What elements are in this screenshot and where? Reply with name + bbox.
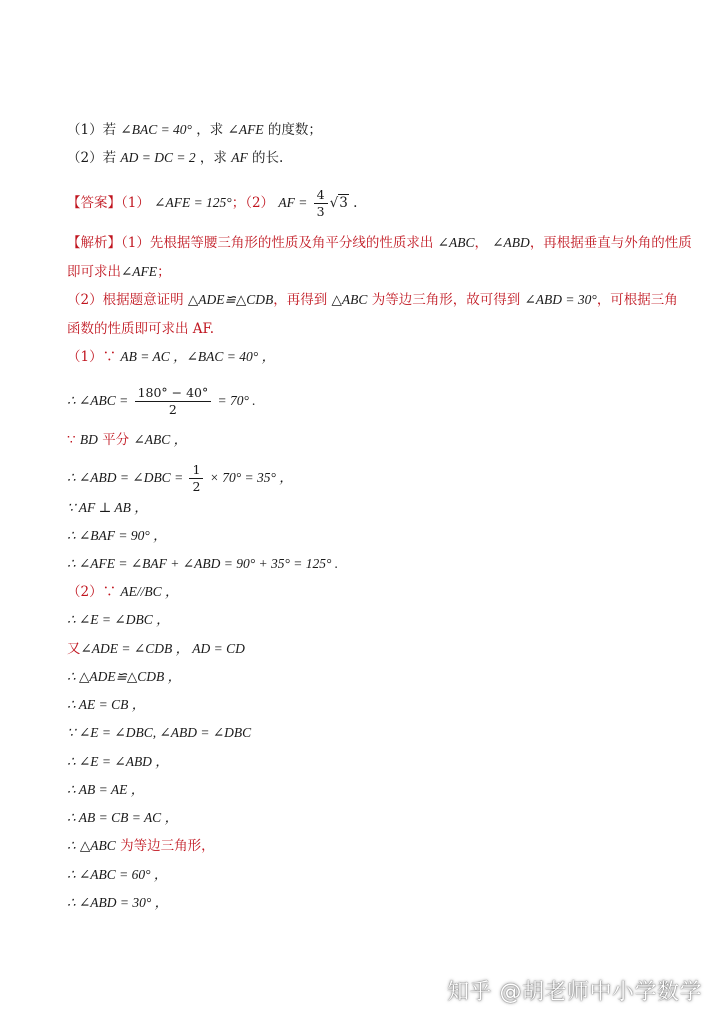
analysis-line-2 bbox=[67, 263, 171, 281]
step-4-numerator: 1 bbox=[189, 463, 203, 479]
step-1-label: （1）∵ bbox=[67, 349, 117, 365]
solution-step-9: ∴ ∠E = ∠DBC ， bbox=[67, 612, 170, 627]
solution-step-19: ∴ ∠ABD = 30° ， bbox=[67, 895, 169, 910]
q1-target: ∠AFE bbox=[227, 122, 264, 137]
analysis-text-3g: ，可根据三角 bbox=[596, 292, 678, 308]
answer-part1-label: （1） bbox=[121, 195, 150, 211]
answer-line bbox=[67, 188, 357, 219]
solution-step-7: ∴ ∠AFE = ∠BAF + ∠ABD = 90° + 35° = 125° . bbox=[67, 556, 339, 571]
step-8-label: （2）∵ bbox=[67, 584, 117, 600]
step-17-therefore: ∴ bbox=[67, 838, 76, 853]
analysis-math-1b: ∠ABC bbox=[437, 235, 475, 250]
solution-step-16: ∴ AB = CB = AC ， bbox=[67, 810, 179, 825]
q1-label: （1）若 bbox=[67, 122, 117, 138]
analysis-math-1d: ∠ABD bbox=[492, 235, 530, 250]
analysis-text-2a: 即可求出 bbox=[67, 264, 121, 280]
q1-tail: ，求 bbox=[196, 122, 224, 138]
q2-end: 的长. bbox=[252, 150, 284, 166]
q1-end: 的度数； bbox=[267, 122, 322, 138]
analysis-math-3f: ∠ABD = 30° bbox=[524, 292, 597, 307]
question-line-2 bbox=[67, 149, 283, 167]
solution-step-10 bbox=[67, 640, 245, 658]
step-4-rhs: × 70° = 35° ， bbox=[209, 470, 293, 485]
step-2-denominator: 2 bbox=[168, 402, 177, 417]
solution-step-3 bbox=[67, 431, 187, 449]
answer-fraction bbox=[314, 188, 328, 219]
step-4-denominator: 2 bbox=[192, 479, 201, 494]
step-2-numerator: 180° − 40° bbox=[135, 386, 212, 402]
analysis-line-3 bbox=[67, 291, 678, 309]
analysis-text-2c: ； bbox=[157, 264, 171, 280]
analysis-text-1c: ， bbox=[474, 235, 488, 251]
question-line-1 bbox=[67, 121, 322, 139]
step-3-text: 平分 bbox=[102, 432, 130, 448]
q2-tail: ，求 bbox=[199, 150, 227, 166]
solution-step-12: ∴ AE = CB ， bbox=[67, 697, 146, 712]
solution-step-8 bbox=[67, 583, 179, 601]
answer-part1-expr: ∠AFE = 125° bbox=[154, 195, 232, 210]
answer-fraction-numerator: 4 bbox=[314, 188, 328, 204]
analysis-text-4: 函数的性质即可求出 AF. bbox=[67, 321, 215, 337]
q2-condition: AD = DC = 2 bbox=[120, 150, 196, 165]
analysis-tag: 【解析】 bbox=[67, 235, 121, 251]
solution-step-17 bbox=[67, 837, 215, 855]
answer-sqrt: √3 bbox=[329, 195, 348, 211]
analysis-text-3c: ，再得到 bbox=[273, 292, 328, 308]
solution-step-4 bbox=[67, 463, 293, 494]
answer-end: . bbox=[353, 195, 358, 211]
step-4-lhs: ∴ ∠ABD = ∠DBC = bbox=[67, 470, 184, 485]
solution-step-13: ∵ ∠E = ∠DBC, ∠ABD = ∠DBC bbox=[67, 725, 252, 740]
q2-label: （2）若 bbox=[67, 150, 117, 166]
step-2-fraction bbox=[135, 386, 212, 417]
step-10-expr: ∠ADE = ∠CDB ， AD = CD bbox=[80, 641, 245, 656]
analysis-line-1 bbox=[67, 234, 692, 252]
step-3-angle: ∠ABC ， bbox=[133, 432, 188, 447]
step-4-fraction bbox=[189, 463, 203, 494]
solution-step-14: ∴ ∠E = ∠ABD ， bbox=[67, 754, 169, 769]
step-1-expr: AB = AC ，∠BAC = 40° ， bbox=[120, 349, 276, 364]
answer-separator: ； bbox=[231, 195, 246, 211]
step-17-triangle: △ABC bbox=[79, 838, 116, 853]
analysis-line-4 bbox=[67, 320, 214, 338]
q2-target: AF bbox=[231, 150, 248, 165]
analysis-text-1e: ，再根据垂直与外角的性质 bbox=[529, 235, 692, 251]
analysis-math-2b: ∠AFE bbox=[121, 264, 158, 279]
step-17-text: 为等边三角形， bbox=[120, 838, 215, 854]
step-3-segment: BD bbox=[79, 432, 98, 447]
answer-part2-label: （2） bbox=[245, 195, 275, 211]
solution-step-18: ∴ ∠ABC = 60° ， bbox=[67, 867, 168, 882]
solution-step-15: ∴ AB = AE ， bbox=[67, 782, 145, 797]
answer-tag: 【答案】 bbox=[67, 195, 121, 211]
step-10-prefix: 又 bbox=[67, 641, 81, 657]
analysis-math-3d: △ABC bbox=[331, 292, 368, 307]
analysis-text-3e: 为等边三角形，故可得到 bbox=[371, 292, 521, 308]
answer-radicand: 3 bbox=[339, 195, 348, 211]
q1-condition: ∠BAC = 40° bbox=[120, 122, 192, 137]
analysis-text-3a: （2）根据题意证明 bbox=[67, 292, 184, 308]
step-3-because: ∵ bbox=[67, 432, 76, 448]
zhihu-watermark: 知乎 @胡老师中小学数学 bbox=[447, 980, 702, 1005]
step-2-rhs: = 70° . bbox=[217, 393, 256, 408]
answer-fraction-denominator: 3 bbox=[316, 204, 325, 219]
analysis-text-1a: （1）先根据等腰三角形的性质及角平分线的性质求出 bbox=[121, 235, 434, 251]
solution-step-11: ∴ △ADE≌△CDB ， bbox=[67, 669, 182, 684]
solution-step-1 bbox=[67, 348, 275, 366]
solution-step-6: ∴ ∠BAF = 90° ， bbox=[67, 528, 167, 543]
step-2-lhs: ∴ ∠ABC = bbox=[67, 393, 129, 408]
analysis-math-3b: △ADE≌△CDB bbox=[187, 292, 274, 307]
step-8-expr: AE//BC ， bbox=[120, 584, 179, 599]
answer-part2-lhs: AF = bbox=[278, 195, 308, 210]
solution-step-2 bbox=[67, 386, 256, 417]
solution-step-5: ∵ AF ⊥ AB ， bbox=[67, 500, 148, 515]
